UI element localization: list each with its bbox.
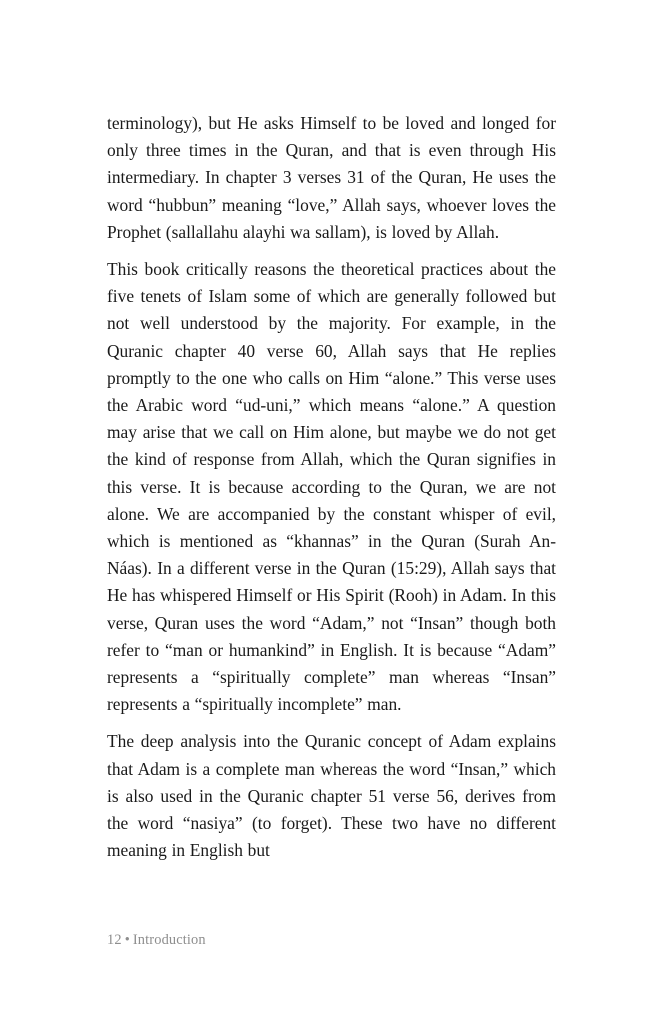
body-paragraph: terminology), but He asks Himself to be loved and longed for only three times in the Quran, and that is even through His intermediary. In chapter 3 verses 31 of the Quran, He uses the word “hubbun” meaning “love,” Allah says, whoever loves the Prophet (sallallahu alayhi wa sallam), is loved by Allah.: [107, 113, 556, 242]
page-footer: [107, 930, 206, 950]
body-paragraph: This book critically reasons the theoretical practices about the five tenets of Islam some of which are generally followed but not well understood by the majority. For example, in the Quranic chapter 40 verse 60, Allah says that He replies promptly to the one who calls on Him “alone.” This verse uses the Arabic word “ud-uni,” which means “alone.” A question may arise that we call on Him alone, but maybe we do not get the kind of response from Allah, which the Quran signifies in this verse. It is because according to the Quran, we are not alone. We are accompanied by the constant whisper of evil, which is mentioned as “khannas” in the Quran (Surah An-Náas). In a different verse in the Quran (15:29), Allah says that He has whispered Himself or His Spirit (Rooh) in Adam. In this verse, Quran uses the word “Adam,” not “Insan” though both refer to “man or humankind” in English. It is because “Adam” represents a “spiritually complete” man whereas “Insan” represents a “spiritually incomplete” man.: [107, 259, 556, 715]
page-number: 12: [107, 932, 122, 948]
footer-section-title: Introduction: [132, 932, 206, 948]
footer-separator-bullet: •: [124, 932, 130, 948]
body-text-column: [107, 110, 556, 864]
body-paragraph: The deep analysis into the Quranic concept of Adam explains that Adam is a complete man whereas the word “Insan,” which is also used in the Quranic chapter 51 verse 56, derives from the word “nasiya” (to forget). These two have no different meaning in English but: [107, 731, 556, 861]
